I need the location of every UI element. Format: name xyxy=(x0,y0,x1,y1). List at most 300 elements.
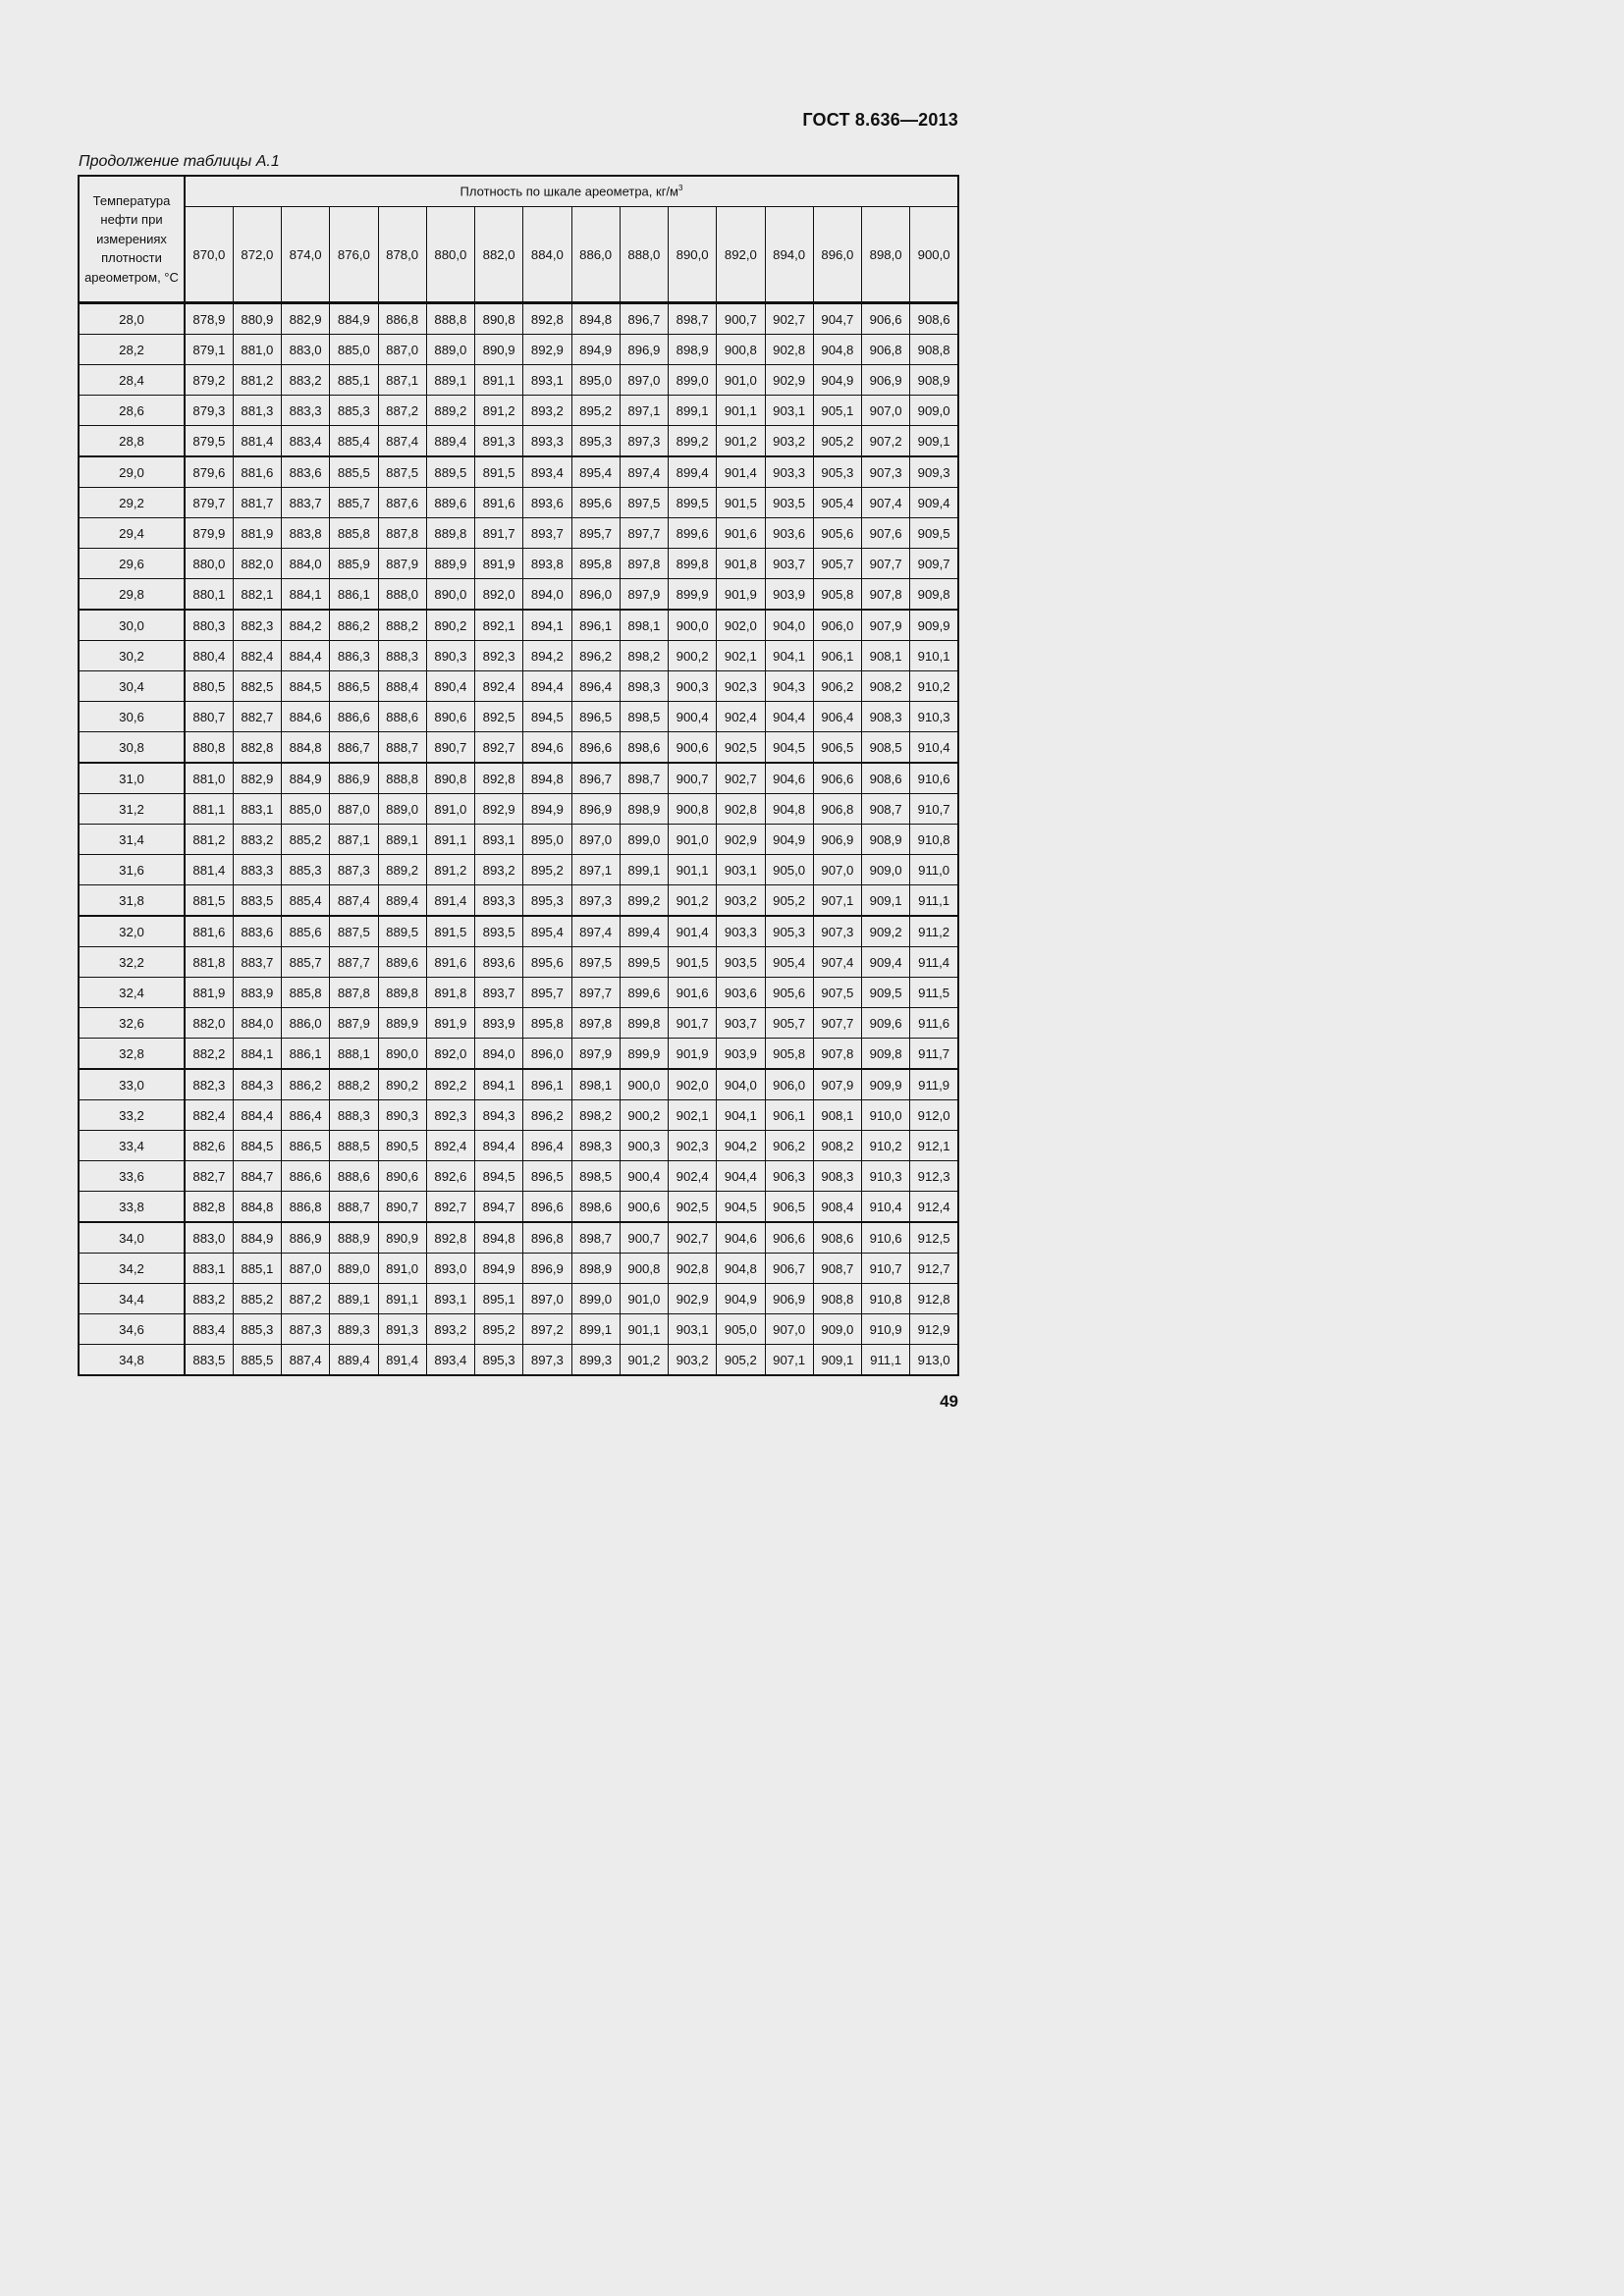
density-column-header: 890,0 xyxy=(669,207,717,303)
temperature-cell: 34,4 xyxy=(79,1284,185,1314)
density-cell: 894,6 xyxy=(523,732,571,764)
density-cell: 910,8 xyxy=(910,825,958,855)
density-column-header: 896,0 xyxy=(813,207,861,303)
density-cell: 884,5 xyxy=(233,1131,281,1161)
density-cell: 903,1 xyxy=(765,396,813,426)
density-column-header: 870,0 xyxy=(185,207,233,303)
density-group-header xyxy=(185,176,958,207)
density-cell: 883,0 xyxy=(282,335,330,365)
density-cell: 899,4 xyxy=(669,456,717,488)
density-cell: 911,4 xyxy=(910,947,958,978)
density-cell: 903,1 xyxy=(669,1314,717,1345)
density-cell: 906,0 xyxy=(813,610,861,641)
density-cell: 903,6 xyxy=(765,518,813,549)
density-cell: 911,9 xyxy=(910,1069,958,1100)
density-cell: 880,9 xyxy=(233,303,281,335)
density-cell: 881,3 xyxy=(233,396,281,426)
density-cell: 888,9 xyxy=(330,1222,378,1254)
density-cell: 905,6 xyxy=(765,978,813,1008)
density-cell: 898,1 xyxy=(620,610,668,641)
temperature-cell: 30,0 xyxy=(79,610,185,641)
density-cell: 892,4 xyxy=(475,671,523,702)
density-cell: 885,3 xyxy=(233,1314,281,1345)
density-cell: 898,3 xyxy=(620,671,668,702)
density-cell: 889,3 xyxy=(330,1314,378,1345)
density-cell: 905,3 xyxy=(813,456,861,488)
density-cell: 902,8 xyxy=(765,335,813,365)
temperature-cell: 34,0 xyxy=(79,1222,185,1254)
density-cell: 885,9 xyxy=(330,549,378,579)
density-cell: 895,2 xyxy=(571,396,620,426)
density-column-header: 876,0 xyxy=(330,207,378,303)
density-cell: 884,8 xyxy=(282,732,330,764)
density-cell: 905,2 xyxy=(813,426,861,457)
density-cell: 896,1 xyxy=(523,1069,571,1100)
density-cell: 879,5 xyxy=(185,426,233,457)
density-cell: 912,4 xyxy=(910,1192,958,1223)
density-cell: 907,8 xyxy=(813,1039,861,1070)
density-cell: 909,5 xyxy=(910,518,958,549)
density-cell: 881,6 xyxy=(185,916,233,947)
density-cell: 910,7 xyxy=(862,1254,910,1284)
table-row xyxy=(79,794,958,825)
density-cell: 897,4 xyxy=(571,916,620,947)
density-cell: 889,2 xyxy=(378,855,426,885)
density-cell: 906,2 xyxy=(765,1131,813,1161)
density-cell: 879,7 xyxy=(185,488,233,518)
density-cell: 885,1 xyxy=(233,1254,281,1284)
density-cell: 895,7 xyxy=(571,518,620,549)
density-cell: 881,4 xyxy=(185,855,233,885)
density-cell: 891,9 xyxy=(426,1008,474,1039)
density-cell: 908,2 xyxy=(813,1131,861,1161)
density-cell: 896,6 xyxy=(571,732,620,764)
density-cell: 882,0 xyxy=(185,1008,233,1039)
density-cell: 901,7 xyxy=(669,1008,717,1039)
density-cell: 894,4 xyxy=(523,671,571,702)
density-cell: 893,6 xyxy=(475,947,523,978)
density-cell: 892,8 xyxy=(523,303,571,335)
density-cell: 887,5 xyxy=(330,916,378,947)
table-row xyxy=(79,1314,958,1345)
density-cell: 907,7 xyxy=(813,1008,861,1039)
density-cell: 898,7 xyxy=(669,303,717,335)
density-cell: 880,1 xyxy=(185,579,233,611)
density-cell: 891,3 xyxy=(378,1314,426,1345)
density-header-text: Плотность по шкале ареометра, кг/м xyxy=(460,184,678,199)
density-cell: 889,8 xyxy=(378,978,426,1008)
density-cell: 888,3 xyxy=(330,1100,378,1131)
density-cell: 885,4 xyxy=(330,426,378,457)
density-cell: 898,5 xyxy=(571,1161,620,1192)
density-cell: 887,4 xyxy=(282,1345,330,1376)
density-cell: 896,4 xyxy=(523,1131,571,1161)
density-cell: 889,6 xyxy=(426,488,474,518)
density-cell: 909,8 xyxy=(910,579,958,611)
density-cell: 899,3 xyxy=(571,1345,620,1376)
density-cell: 901,1 xyxy=(620,1314,668,1345)
density-cell: 882,3 xyxy=(233,610,281,641)
density-cell: 901,0 xyxy=(669,825,717,855)
density-cell: 912,3 xyxy=(910,1161,958,1192)
density-cell: 879,2 xyxy=(185,365,233,396)
density-cell: 906,7 xyxy=(765,1254,813,1284)
density-cell: 897,1 xyxy=(571,855,620,885)
density-cell: 890,7 xyxy=(378,1192,426,1223)
density-cell: 900,6 xyxy=(620,1192,668,1223)
density-cell: 902,7 xyxy=(717,763,765,794)
table-row xyxy=(79,916,958,947)
temperature-cell: 29,0 xyxy=(79,456,185,488)
table-row xyxy=(79,549,958,579)
density-cell: 906,6 xyxy=(765,1222,813,1254)
density-cell: 911,6 xyxy=(910,1008,958,1039)
density-cell: 895,6 xyxy=(571,488,620,518)
density-columns-row xyxy=(79,207,958,303)
density-cell: 885,5 xyxy=(233,1345,281,1376)
density-cell: 885,7 xyxy=(330,488,378,518)
density-cell: 904,0 xyxy=(717,1069,765,1100)
density-cell: 894,0 xyxy=(523,579,571,611)
density-cell: 903,5 xyxy=(765,488,813,518)
density-cell: 892,7 xyxy=(475,732,523,764)
density-cell: 886,5 xyxy=(330,671,378,702)
density-cell: 882,5 xyxy=(233,671,281,702)
density-cell: 902,9 xyxy=(717,825,765,855)
density-cell: 904,8 xyxy=(765,794,813,825)
density-cell: 885,8 xyxy=(282,978,330,1008)
table-row xyxy=(79,456,958,488)
density-cell: 896,2 xyxy=(571,641,620,671)
density-cell: 899,2 xyxy=(669,426,717,457)
density-cell: 912,8 xyxy=(910,1284,958,1314)
density-cell: 908,3 xyxy=(813,1161,861,1192)
density-cell: 899,0 xyxy=(571,1284,620,1314)
density-cell: 901,1 xyxy=(717,396,765,426)
density-cell: 906,9 xyxy=(765,1284,813,1314)
density-cell: 890,6 xyxy=(426,702,474,732)
density-cell: 891,1 xyxy=(426,825,474,855)
density-cell: 884,1 xyxy=(282,579,330,611)
density-cell: 886,9 xyxy=(282,1222,330,1254)
temperature-cell: 28,6 xyxy=(79,396,185,426)
temperature-cell: 30,2 xyxy=(79,641,185,671)
density-cell: 898,9 xyxy=(620,794,668,825)
density-cell: 905,3 xyxy=(765,916,813,947)
density-cell: 900,7 xyxy=(669,763,717,794)
density-cell: 891,0 xyxy=(426,794,474,825)
density-cell: 906,5 xyxy=(813,732,861,764)
table-row xyxy=(79,671,958,702)
density-cell: 900,8 xyxy=(620,1254,668,1284)
density-cell: 902,3 xyxy=(717,671,765,702)
density-cell: 900,7 xyxy=(717,303,765,335)
density-cell: 908,8 xyxy=(910,335,958,365)
density-cell: 908,1 xyxy=(862,641,910,671)
temperature-cell: 32,2 xyxy=(79,947,185,978)
density-cell: 897,8 xyxy=(620,549,668,579)
density-cell: 890,3 xyxy=(378,1100,426,1131)
density-cell: 902,0 xyxy=(669,1069,717,1100)
density-cell: 884,8 xyxy=(233,1192,281,1223)
density-cell: 903,2 xyxy=(669,1345,717,1376)
density-cell: 896,9 xyxy=(620,335,668,365)
density-cell: 900,3 xyxy=(620,1131,668,1161)
density-cell: 883,4 xyxy=(185,1314,233,1345)
density-cell: 887,1 xyxy=(378,365,426,396)
density-column-header: 872,0 xyxy=(233,207,281,303)
temperature-cell: 32,4 xyxy=(79,978,185,1008)
density-unit-superscript: 3 xyxy=(677,184,683,193)
density-cell: 897,7 xyxy=(571,978,620,1008)
density-cell: 902,8 xyxy=(669,1254,717,1284)
density-cell: 886,1 xyxy=(330,579,378,611)
density-cell: 893,8 xyxy=(523,549,571,579)
density-cell: 891,2 xyxy=(475,396,523,426)
density-cell: 896,4 xyxy=(571,671,620,702)
temperature-cell: 32,8 xyxy=(79,1039,185,1070)
density-cell: 900,4 xyxy=(620,1161,668,1192)
table-row xyxy=(79,702,958,732)
density-cell: 909,0 xyxy=(910,396,958,426)
density-cell: 901,9 xyxy=(669,1039,717,1070)
density-cell: 882,9 xyxy=(233,763,281,794)
temperature-cell: 31,0 xyxy=(79,763,185,794)
density-cell: 893,4 xyxy=(426,1345,474,1376)
density-cell: 901,9 xyxy=(717,579,765,611)
density-cell: 894,1 xyxy=(523,610,571,641)
density-cell: 895,8 xyxy=(523,1008,571,1039)
density-cell: 898,6 xyxy=(571,1192,620,1223)
density-cell: 908,7 xyxy=(862,794,910,825)
density-cell: 890,0 xyxy=(426,579,474,611)
density-cell: 881,2 xyxy=(185,825,233,855)
density-cell: 884,0 xyxy=(282,549,330,579)
density-cell: 883,3 xyxy=(233,855,281,885)
density-cell: 907,7 xyxy=(862,549,910,579)
density-cell: 891,2 xyxy=(426,855,474,885)
density-cell: 909,7 xyxy=(910,549,958,579)
density-cell: 883,6 xyxy=(282,456,330,488)
density-cell: 908,6 xyxy=(862,763,910,794)
density-cell: 884,9 xyxy=(330,303,378,335)
density-cell: 911,7 xyxy=(910,1039,958,1070)
density-cell: 902,7 xyxy=(669,1222,717,1254)
density-cell: 895,4 xyxy=(571,456,620,488)
density-cell: 900,0 xyxy=(620,1069,668,1100)
density-cell: 893,2 xyxy=(426,1314,474,1345)
density-cell: 882,7 xyxy=(185,1161,233,1192)
density-cell: 910,6 xyxy=(910,763,958,794)
density-cell: 893,7 xyxy=(523,518,571,549)
table-row xyxy=(79,1345,958,1376)
density-cell: 907,9 xyxy=(862,610,910,641)
density-cell: 904,9 xyxy=(765,825,813,855)
density-cell: 907,0 xyxy=(862,396,910,426)
density-cell: 888,6 xyxy=(330,1161,378,1192)
density-cell: 882,4 xyxy=(185,1100,233,1131)
density-cell: 894,3 xyxy=(475,1100,523,1131)
density-cell: 883,6 xyxy=(233,916,281,947)
density-cell: 910,7 xyxy=(910,794,958,825)
density-cell: 912,1 xyxy=(910,1131,958,1161)
density-cell: 889,0 xyxy=(330,1254,378,1284)
density-cell: 889,0 xyxy=(426,335,474,365)
density-cell: 900,8 xyxy=(669,794,717,825)
density-cell: 905,4 xyxy=(813,488,861,518)
density-cell: 908,6 xyxy=(813,1222,861,1254)
density-cell: 902,1 xyxy=(717,641,765,671)
density-cell: 883,0 xyxy=(185,1222,233,1254)
density-cell: 892,6 xyxy=(426,1161,474,1192)
density-cell: 888,3 xyxy=(378,641,426,671)
density-cell: 901,2 xyxy=(717,426,765,457)
density-cell: 887,4 xyxy=(330,885,378,917)
density-cell: 892,8 xyxy=(475,763,523,794)
density-cell: 908,4 xyxy=(813,1192,861,1223)
density-cell: 887,8 xyxy=(378,518,426,549)
density-cell: 907,1 xyxy=(765,1345,813,1376)
density-column-header: 900,0 xyxy=(910,207,958,303)
density-cell: 898,7 xyxy=(620,763,668,794)
temperature-cell: 33,8 xyxy=(79,1192,185,1223)
table-row xyxy=(79,1284,958,1314)
density-cell: 890,4 xyxy=(426,671,474,702)
density-cell: 907,8 xyxy=(862,579,910,611)
density-cell: 897,3 xyxy=(571,885,620,917)
density-cell: 881,5 xyxy=(185,885,233,917)
density-cell: 889,4 xyxy=(426,426,474,457)
temperature-cell: 34,8 xyxy=(79,1345,185,1376)
density-cell: 881,8 xyxy=(185,947,233,978)
density-cell: 894,2 xyxy=(523,641,571,671)
density-cell: 890,5 xyxy=(378,1131,426,1161)
density-cell: 894,8 xyxy=(475,1222,523,1254)
density-cell: 889,1 xyxy=(330,1284,378,1314)
density-cell: 903,7 xyxy=(717,1008,765,1039)
density-cell: 902,5 xyxy=(717,732,765,764)
density-cell: 906,9 xyxy=(862,365,910,396)
density-cell: 910,1 xyxy=(910,641,958,671)
table-row xyxy=(79,825,958,855)
density-cell: 880,4 xyxy=(185,641,233,671)
density-cell: 890,2 xyxy=(426,610,474,641)
density-cell: 896,0 xyxy=(523,1039,571,1070)
density-cell: 897,5 xyxy=(571,947,620,978)
density-cell: 905,0 xyxy=(717,1314,765,1345)
density-cell: 883,5 xyxy=(185,1345,233,1376)
density-cell: 898,2 xyxy=(620,641,668,671)
density-cell: 903,6 xyxy=(717,978,765,1008)
density-cell: 908,9 xyxy=(862,825,910,855)
temperature-cell: 31,8 xyxy=(79,885,185,917)
density-cell: 882,4 xyxy=(233,641,281,671)
density-cell: 885,4 xyxy=(282,885,330,917)
density-column-header: 874,0 xyxy=(282,207,330,303)
temperature-cell: 31,6 xyxy=(79,855,185,885)
table-row xyxy=(79,1069,958,1100)
density-cell: 906,0 xyxy=(765,1069,813,1100)
density-cell: 888,8 xyxy=(426,303,474,335)
density-cell: 883,2 xyxy=(233,825,281,855)
density-cell: 888,7 xyxy=(378,732,426,764)
density-cell: 885,3 xyxy=(330,396,378,426)
density-cell: 891,6 xyxy=(475,488,523,518)
density-cell: 907,3 xyxy=(862,456,910,488)
density-cell: 906,1 xyxy=(765,1100,813,1131)
density-cell: 896,5 xyxy=(523,1161,571,1192)
density-cell: 906,2 xyxy=(813,671,861,702)
density-cell: 905,2 xyxy=(717,1345,765,1376)
density-cell: 901,4 xyxy=(717,456,765,488)
density-cell: 884,2 xyxy=(282,610,330,641)
density-cell: 880,5 xyxy=(185,671,233,702)
density-cell: 881,1 xyxy=(185,794,233,825)
temperature-cell: 34,2 xyxy=(79,1254,185,1284)
density-cell: 884,4 xyxy=(282,641,330,671)
density-cell: 899,2 xyxy=(620,885,668,917)
density-cell: 893,7 xyxy=(475,978,523,1008)
density-cell: 888,0 xyxy=(378,579,426,611)
density-cell: 902,7 xyxy=(765,303,813,335)
density-cell: 895,3 xyxy=(571,426,620,457)
density-cell: 894,9 xyxy=(475,1254,523,1284)
density-cell: 907,4 xyxy=(862,488,910,518)
density-cell: 901,0 xyxy=(620,1284,668,1314)
density-cell: 887,3 xyxy=(282,1314,330,1345)
density-cell: 910,9 xyxy=(862,1314,910,1345)
density-cell: 891,4 xyxy=(426,885,474,917)
density-cell: 886,6 xyxy=(330,702,378,732)
density-cell: 887,2 xyxy=(282,1284,330,1314)
density-cell: 889,0 xyxy=(378,794,426,825)
density-cell: 880,0 xyxy=(185,549,233,579)
density-cell: 907,4 xyxy=(813,947,861,978)
density-cell: 905,0 xyxy=(765,855,813,885)
temperature-cell: 29,2 xyxy=(79,488,185,518)
table-row xyxy=(79,1161,958,1192)
density-cell: 905,7 xyxy=(813,549,861,579)
density-cell: 892,9 xyxy=(475,794,523,825)
density-cell: 908,8 xyxy=(813,1284,861,1314)
density-cell: 893,1 xyxy=(426,1284,474,1314)
density-cell: 899,9 xyxy=(669,579,717,611)
density-column-header: 886,0 xyxy=(571,207,620,303)
density-cell: 895,2 xyxy=(523,855,571,885)
table-row xyxy=(79,610,958,641)
density-cell: 904,8 xyxy=(813,335,861,365)
density-cell: 894,8 xyxy=(523,763,571,794)
density-cell: 887,8 xyxy=(330,978,378,1008)
page-number: 49 xyxy=(940,1392,958,1411)
density-cell: 901,0 xyxy=(717,365,765,396)
density-cell: 904,4 xyxy=(717,1161,765,1192)
density-cell: 903,2 xyxy=(765,426,813,457)
density-cell: 887,2 xyxy=(378,396,426,426)
temperature-cell: 29,8 xyxy=(79,579,185,611)
density-cell: 904,2 xyxy=(717,1131,765,1161)
density-cell: 894,9 xyxy=(523,794,571,825)
density-cell: 893,2 xyxy=(475,855,523,885)
density-cell: 910,8 xyxy=(862,1284,910,1314)
density-cell: 909,0 xyxy=(862,855,910,885)
density-cell: 904,9 xyxy=(813,365,861,396)
density-cell: 896,8 xyxy=(523,1222,571,1254)
density-cell: 886,5 xyxy=(282,1131,330,1161)
density-cell: 884,6 xyxy=(282,702,330,732)
density-cell: 883,7 xyxy=(282,488,330,518)
density-cell: 903,9 xyxy=(717,1039,765,1070)
